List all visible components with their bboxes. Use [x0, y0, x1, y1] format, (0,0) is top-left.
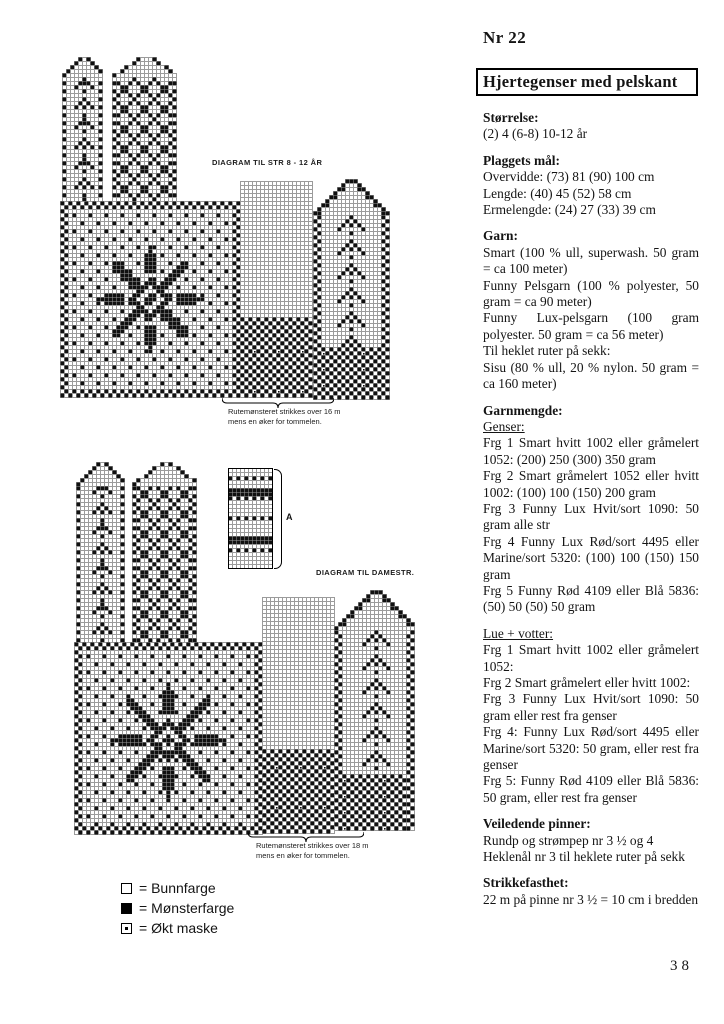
text-line: Funny Pelsgarn (100 % polyester, 50 gram = ca 90 meter) — [483, 277, 699, 310]
legend-item-pattern — [121, 898, 234, 918]
knitting-chart-mitten — [334, 590, 415, 831]
text-line: Sisu (80 % ull, 20 % nylon. 50 gram = ca 160 meter) — [483, 359, 699, 392]
legend-label: = Bunnfarge — [139, 880, 216, 896]
issue-number: Nr 22 — [483, 28, 527, 47]
legend-label: = Mønsterfarge — [139, 900, 235, 916]
chart-caption-ladies — [256, 841, 369, 861]
knitting-chart-star — [74, 642, 263, 835]
knitting-chart-ext — [240, 181, 313, 398]
section-heading: Garnmengde: — [483, 402, 563, 418]
text-line: Frg 1 Smart hvitt 1002 eller gråmelert 1052: — [483, 642, 699, 674]
text-line: Frg 2 Smart gråmelert eller hvitt 1002: — [483, 675, 691, 690]
legend-label: = Økt maske — [139, 920, 218, 936]
text-line: Funny Lux-pelsgarn (100 gram polyester. 50 gram = ca 56 meter) — [483, 310, 699, 342]
section-heading: Veiledende pinner: — [483, 816, 591, 832]
chart-label-ladies: DIAGRAM TIL DAMESTR. — [316, 568, 415, 577]
text-line: Rundp og strømpep nr 3 ½ og 4 — [483, 832, 654, 848]
text-line: Til heklet ruter på sekk: — [483, 343, 611, 359]
knitting-chart-mitten — [313, 179, 390, 400]
knitting-chart-strip-vine — [62, 57, 103, 202]
text-line: Frg 4 Funny Lux Rød/sort 4495 eller Marine/sort 5320: (100) 100 (150) 150 gram — [483, 533, 699, 582]
text-line: Frg 5 Funny Rød 4109 eller Blå 5836: (50) 50 (50) 50 gram — [483, 582, 699, 615]
chart-legend — [121, 878, 234, 938]
text-line: (2) 4 (6-8) 10-12 år — [483, 126, 588, 142]
text-line: Frg 1 Smart hvitt 1002 eller gråmelert 1052: (200) 250 (300) 350 gram — [483, 435, 699, 467]
open-square-icon — [121, 883, 132, 894]
section-heading: Størrelse: — [483, 110, 539, 125]
text-line: Heklenål nr 3 til heklete ruter på sekk — [483, 849, 685, 865]
caption-line: mens en øker for tommelen. — [228, 417, 322, 426]
section-heading: Strikkefasthet: — [483, 875, 569, 891]
page-number: 38 — [670, 958, 693, 974]
section-subheading: Genser: — [483, 418, 525, 434]
legend-item-background — [121, 878, 234, 898]
section-heading: Garn: — [483, 228, 518, 244]
legend-item-increase — [121, 918, 234, 938]
chart-caption-children — [228, 407, 341, 427]
chart-label-children: DIAGRAM TIL STR 8 - 12 ÅR — [212, 158, 323, 167]
section-heading: Plaggets mål: — [483, 152, 560, 168]
thumb-width-brace — [222, 398, 334, 410]
knitting-chart-star — [60, 201, 241, 398]
text-line: Overvidde: (73) 81 (90) 100 cm — [483, 169, 655, 185]
thumb-width-brace — [248, 832, 364, 844]
dotted-square-icon — [121, 923, 132, 934]
filled-square-icon — [121, 903, 132, 914]
text-line: Lengde: (40) 45 (52) 58 cm — [483, 185, 632, 201]
inset-bracket — [274, 469, 282, 569]
text-line: Smart (100 % ull, superwash. 50 gram = ca 100 meter) — [483, 244, 699, 277]
text-line: 22 m på pinne nr 3 ½ = 10 cm i bredden — [483, 891, 699, 907]
text-line: Frg 3 Funny Lux Hvit/sort 1090: 50 gram eller rest fra genser — [483, 691, 699, 723]
text-line: Frg 4: Funny Lux Rød/sort 4495 eller Marine/sort 5320: 50 gram, eller rest fra genser — [483, 724, 699, 773]
text-line: Frg 5: Funny Rød 4109 eller Blå 5836: 50 gram, eller rest fra genser — [483, 773, 699, 805]
text-line: Frg 2 Smart gråmelert 1052 eller hvitt 1002: (100) 100 (150) 200 gram — [483, 468, 699, 500]
caption-line: mens en øker for tommelen. — [256, 851, 350, 860]
pattern-title: Hjertegenser med pelskant — [476, 68, 698, 96]
section-subheading: Lue + votter: — [483, 625, 554, 641]
knitting-chart-ext — [262, 597, 335, 834]
knitting-chart-strip-lattice — [132, 462, 197, 643]
caption-line: Rutemønsteret strikkes over 16 m — [228, 407, 341, 416]
caption-line: Rutemønsteret strikkes over 18 m — [256, 841, 369, 850]
text-line: Ermelengde: (24) 27 (33) 39 cm — [483, 202, 656, 218]
knitting-chart-bands — [228, 468, 273, 569]
knitting-chart-strip-vine — [76, 462, 125, 643]
knitting-chart-strip-lattice — [112, 57, 177, 202]
text-line: Frg 3 Funny Lux Hvit/sort 1090: 50 gram alle str — [483, 500, 699, 533]
inset-chart-label: A — [286, 512, 293, 522]
